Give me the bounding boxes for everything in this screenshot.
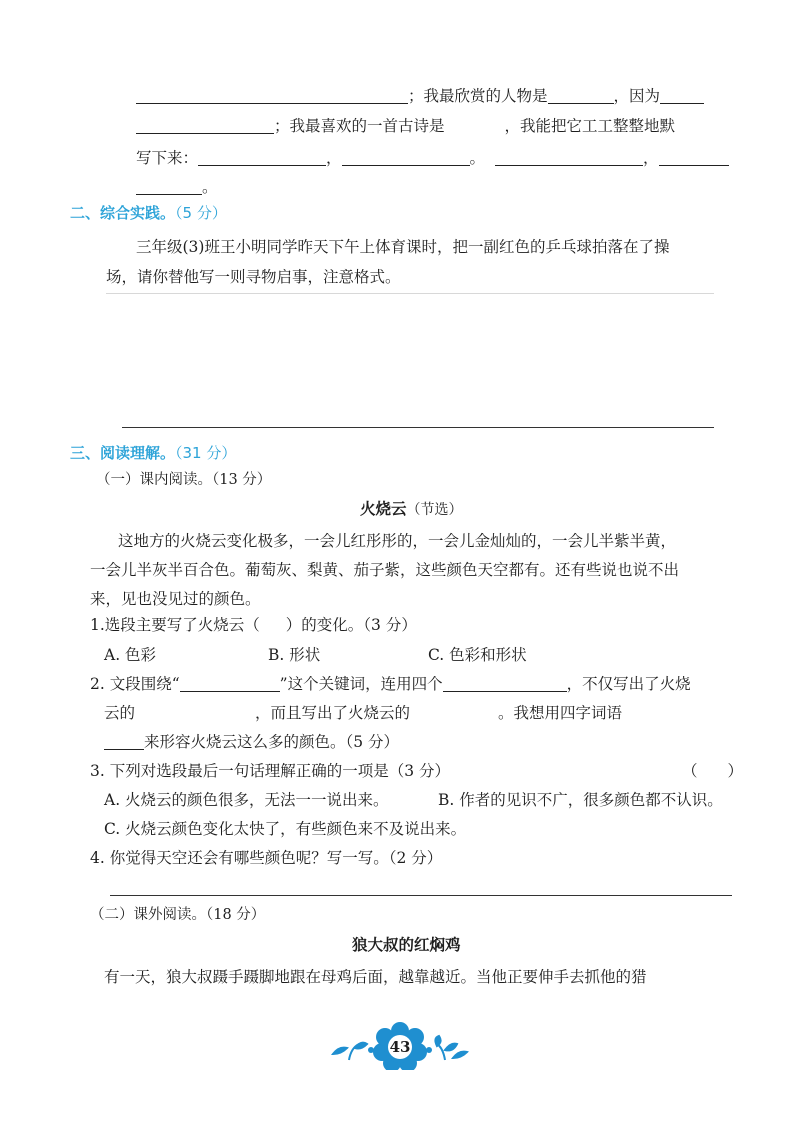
part-1-label: （一）课内阅读。（13 分） <box>96 472 272 488</box>
fillin-text: ， <box>643 149 659 167</box>
question-4: 4. 你觉得天空还会有哪些颜色呢？写一写。（2 分） <box>90 849 443 867</box>
question-4-answer-line[interactable] <box>110 895 732 896</box>
answer-blank[interactable] <box>198 149 326 166</box>
answer-blank[interactable] <box>136 87 408 104</box>
answer-blank[interactable] <box>136 117 274 134</box>
answer-blank[interactable] <box>443 675 567 692</box>
passage-2-line-1: 有一天，狼大叔蹑手蹑脚地跟在母鸡后面，越靠越近。当他正要伸手去抓他的猎 <box>104 968 647 986</box>
fillin-line-4 <box>136 176 218 198</box>
page-number: 43 <box>389 1038 411 1056</box>
question-text: 。我想用四字词语 <box>498 704 623 722</box>
answer-area-bottom-rule <box>122 427 714 428</box>
answer-blank[interactable] <box>445 117 505 134</box>
title-subtitle: （节选） <box>406 502 463 518</box>
section-2-prompt-line-2: 场，请你替他写一则寻物启事，注意格式。 <box>106 268 401 286</box>
question-text: 云的 <box>104 704 136 722</box>
fillin-line-3 <box>136 147 729 169</box>
question-3-answer-paren[interactable] <box>682 760 743 782</box>
section-2-prompt-line-1: 三年级(3)班王小明同学昨天下午上体育课时，把一副红色的乒乓球拍落在了操 <box>136 238 670 256</box>
fillin-text: ，因为 <box>613 87 661 105</box>
answer-blank[interactable] <box>135 704 255 721</box>
answer-area-top-rule <box>106 293 714 294</box>
passage-1-line-3: 来，见也没见过的颜色。 <box>90 590 261 608</box>
question-2-line-3 <box>104 731 399 753</box>
answer-blank[interactable] <box>659 149 729 166</box>
question-1 <box>90 614 417 636</box>
section-3-heading <box>70 442 236 464</box>
answer-blank[interactable] <box>180 675 280 692</box>
question-1-option-a: A. 色彩 <box>104 646 157 664</box>
passage-2-title: 狼大叔的红焖鸡 <box>352 936 461 954</box>
fillin-text: ；我最欣赏的人物是 <box>408 87 548 105</box>
section-title: 二、综合实践。 <box>70 204 176 222</box>
question-1-option-c: C. 色彩和形状 <box>428 646 527 664</box>
question-text: 2. 文段围绕“ <box>90 675 180 693</box>
answer-blank[interactable] <box>548 87 614 104</box>
question-text: ”这个关键词，连用四个 <box>279 675 443 693</box>
section-points: （31 分） <box>175 444 237 462</box>
fillin-line-1 <box>136 85 704 107</box>
passage-1-line-1: 这地方的火烧云变化极多，一会儿红彤彤的，一会儿金灿灿的，一会儿半紫半黄， <box>118 532 677 550</box>
question-3-option-c: C. 火烧云颜色变化太快了，有些颜色来不及说出来。 <box>104 820 467 838</box>
question-text: 1.选段主要写了火烧云（ <box>90 616 260 634</box>
fillin-text: ，我能把它工工整整地默 <box>504 117 676 135</box>
passage-1-title <box>360 498 463 521</box>
question-text: ，不仅写出了火烧 <box>566 675 691 693</box>
section-points: （5 分） <box>175 204 227 222</box>
answer-blank[interactable] <box>104 733 144 750</box>
fillin-text: 。 <box>469 149 486 167</box>
question-3: 3. 下列对选段最后一句话理解正确的一项是（3 分） <box>90 762 451 780</box>
part-2-label: （二）课外阅读。（18 分） <box>90 907 266 923</box>
question-3-option-a: A. 火烧云的颜色很多，无法一一说出来。 <box>104 791 389 809</box>
fillin-line-2 <box>136 115 675 137</box>
answer-blank[interactable] <box>410 704 498 721</box>
right-sprout-icon <box>426 1036 467 1060</box>
page-number-ornament <box>325 1020 475 1070</box>
fillin-text: 写下来： <box>136 149 199 167</box>
question-2-line-2 <box>104 702 622 724</box>
title-text: 火烧云 <box>360 500 407 518</box>
question-1-option-b: B. 形状 <box>268 646 321 664</box>
question-text: ，而且写出了火烧云的 <box>255 704 411 722</box>
section-2-heading <box>70 202 227 224</box>
fillin-text: ， <box>326 149 342 167</box>
question-2-line-1 <box>90 673 691 695</box>
section-title: 三、阅读理解。 <box>70 444 176 462</box>
left-sprout-icon <box>333 1043 374 1060</box>
answer-area[interactable] <box>106 295 714 425</box>
answer-blank[interactable] <box>495 149 643 166</box>
fillin-text: ；我最喜欢的一首古诗是 <box>274 117 445 135</box>
answer-blank[interactable] <box>342 149 470 166</box>
paren-open: （ <box>682 762 698 780</box>
question-3-option-b: B. 作者的见识不广，很多颜色都不认识。 <box>438 791 723 809</box>
paren-close: ） <box>727 762 744 780</box>
passage-1-line-2: 一会儿半灰半百合色。葡萄灰、梨黄、茄子紫，这些颜色天空都有。还有些说也说不出 <box>90 561 680 579</box>
answer-blank[interactable] <box>660 87 704 104</box>
fillin-text: 。 <box>202 178 218 196</box>
question-text: 来形容火烧云这么多的颜色。（5 分） <box>144 733 400 751</box>
question-text: ）的变化。（3 分） <box>285 616 417 634</box>
answer-blank[interactable] <box>136 178 202 195</box>
